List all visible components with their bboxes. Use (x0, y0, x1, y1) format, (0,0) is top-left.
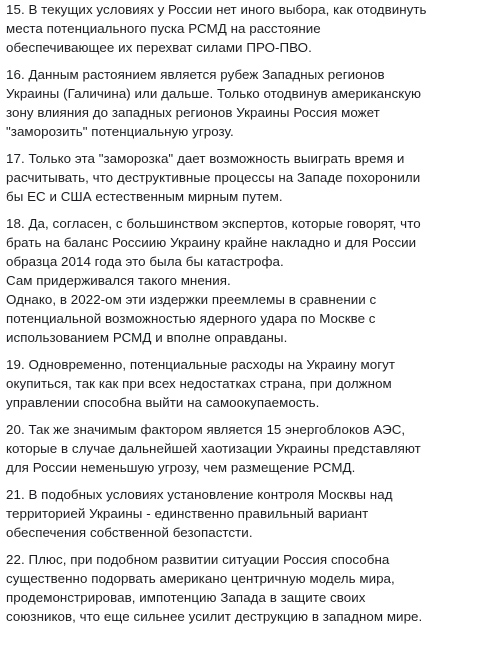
paragraph-15 (6, 0, 490, 57)
text-line: 19. Одновременно, потенциальные расходы на Украину могут (6, 357, 396, 372)
text-line: Украины (Галичина) или дальше. Только отодвинув американскую (6, 86, 422, 101)
paragraph-20 (6, 420, 490, 477)
text-line: "заморозить" потенциальную угрозу. (6, 124, 234, 139)
post-text (6, 0, 490, 666)
text-line: 18. Да, согласен, с большинством экспертов, которые говорят, что (6, 216, 421, 231)
paragraph-17 (6, 149, 490, 206)
text-line: 16. Данным растоянием является рубеж Западных регионов (6, 67, 385, 82)
text-line: 21. В подобных условиях установление контроля Москвы над (6, 487, 393, 502)
text-line: 22. Плюс, при подобном развитии ситуации Россия способна (6, 552, 390, 567)
text-line: управлении способна выйти на самоокупаемость. (6, 395, 320, 410)
paragraph-19 (6, 355, 490, 412)
text-line: 20. Так же значимым фактором является 15 энергоблоков АЭС, (6, 422, 406, 437)
text-line: продемонстрировав, импотенцию Запада в защите своих (6, 590, 366, 605)
text-line: бы ЕС и США естественным мирным путем. (6, 189, 283, 204)
text-line: обеспечения собственной безопастсти. (6, 525, 253, 540)
text-line: окупиться, так как при всех недостатках страна, при должном (6, 376, 392, 391)
paragraph-22 (6, 550, 490, 626)
text-line: существенно подорвать американо центричную модель мира, (6, 571, 395, 586)
text-line: брать на баланс Россиию Украину крайне накладно и для России (6, 235, 417, 250)
text-line: места потенциального пуска РСМД на расстояние (6, 21, 321, 36)
text-line: образца 2014 года это была бы катастрофа. (6, 254, 284, 269)
text-line: территорией Украины - единственно правильный вариант (6, 506, 369, 521)
text-line: союзников, что еще сильнее усилит деструкцию в западном мире. (6, 609, 423, 624)
text-line: для России неменьшую угрозу, чем размещение РСМД. (6, 460, 356, 475)
text-line: 17. Только эта "заморозка" дает возможность выиграть время и (6, 151, 405, 166)
paragraph-18 (6, 214, 490, 347)
text-line: обеспечивающее их перехват силами ПРО-ПВО. (6, 40, 312, 55)
text-line: Однако, в 2022-ом эти издержки преемлемы в сравнении с (6, 292, 377, 307)
text-line: которые в случае дальнейшей хаотизации Украины представляют (6, 441, 421, 456)
paragraph-16 (6, 65, 490, 141)
paragraph-21 (6, 485, 490, 542)
text-line: использованием РСМД и вполне оправданы. (6, 330, 288, 345)
text-line: потенциальной возможностью ядерного удара по Москве с (6, 311, 376, 326)
text-line: 15. В текущих условиях у России нет иного выбора, как отодвинуть (6, 2, 427, 17)
text-line: Сам придерживался такого мнения. (6, 273, 231, 288)
text-line: зону влияния до западных регионов Украины Россия может (6, 105, 380, 120)
text-line: расчитывать, что деструктивные процессы на Западе похоронили (6, 170, 421, 185)
